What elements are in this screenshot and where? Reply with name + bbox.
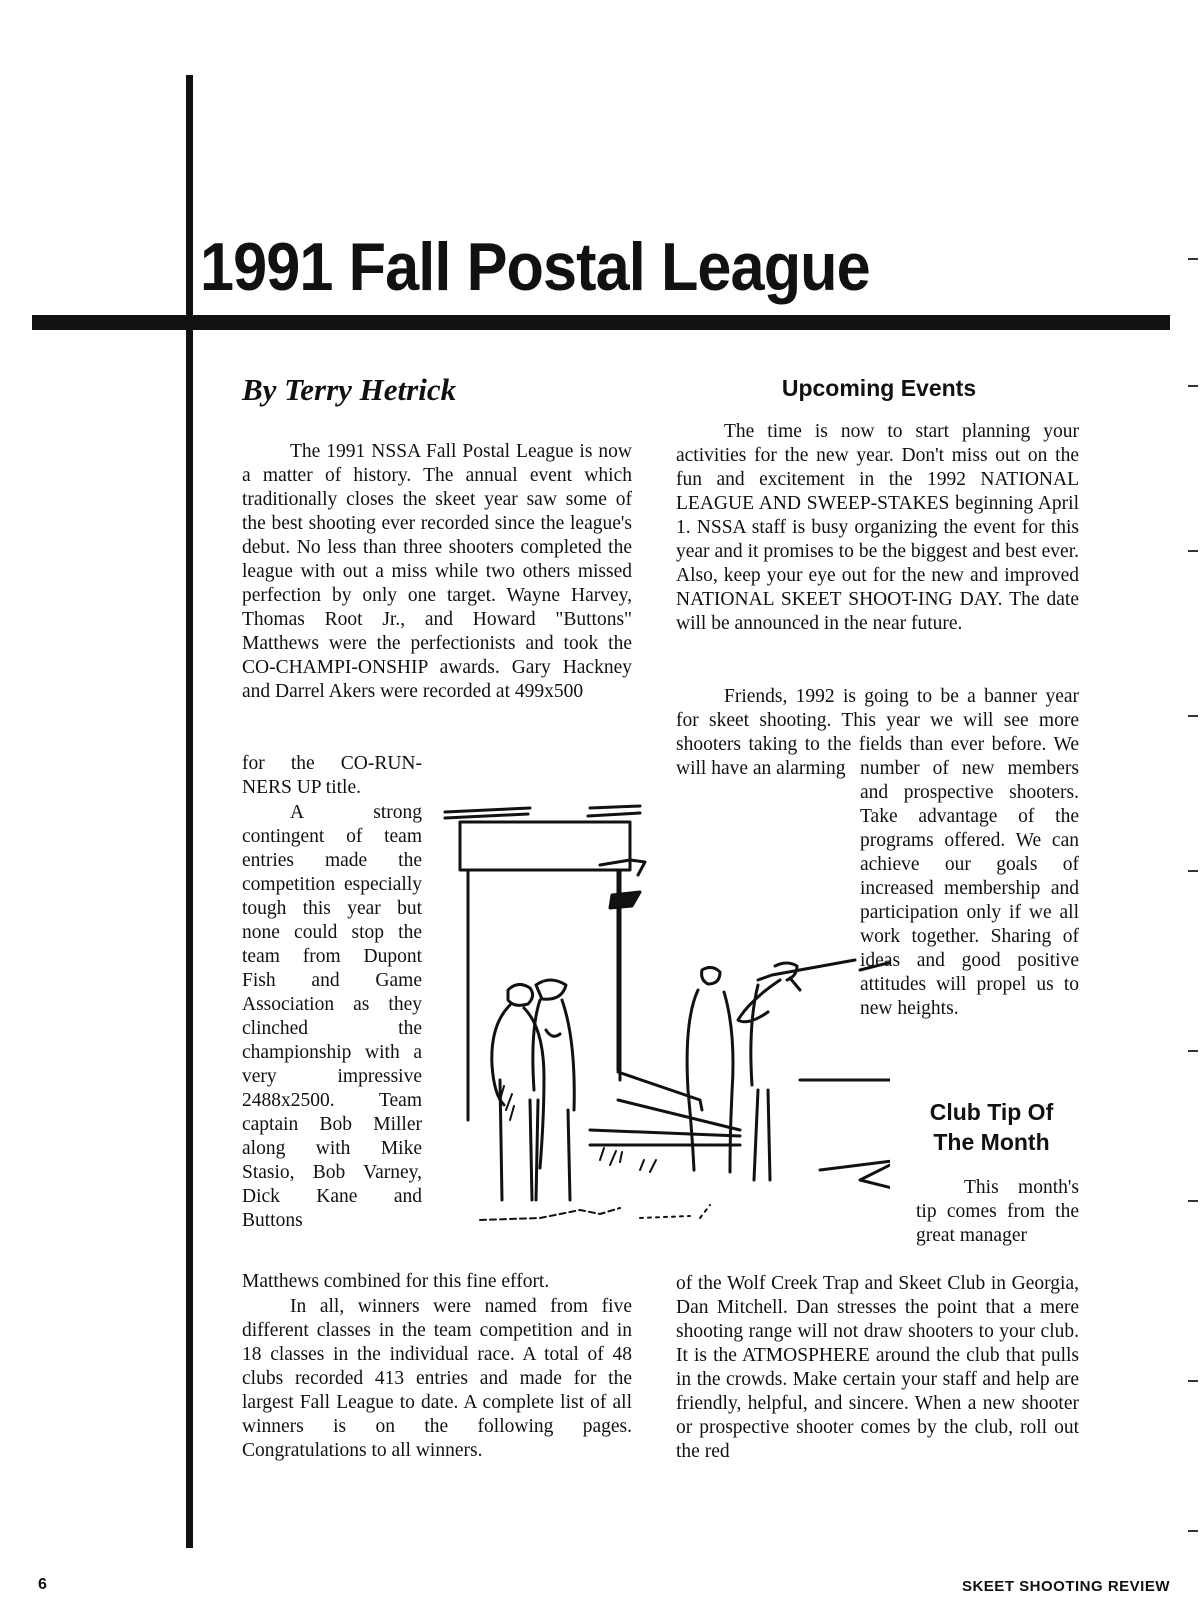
upcoming-events-heading: Upcoming Events: [781, 375, 977, 401]
edge-mark: [1188, 550, 1198, 552]
edge-mark: [1188, 870, 1198, 872]
upcoming-paragraph-1: The time is now to start planning your activities for the new year. Don't miss out on the fun and excitement in the 1992 NATIONAL LEAGUE AND SWEEP-STAKES beginning April 1. NSSA staff is busy organizing the event for this year and it promises to be the biggest and best ever. Also, keep your eye out for the new and improved NATIONAL SKEET SHOOT-ING DAY. The date will be announced in the near future.: [676, 421, 1079, 634]
edge-mark: [1188, 1380, 1198, 1382]
edge-mark: [1188, 1530, 1198, 1532]
upcoming-paragraph-2: Friends, 1992 is going to be a banner year for skeet shooting. This year we will see more shooters taking to the fields than ever before. We will have an alarming: [676, 686, 1079, 779]
club-tip-heading: [904, 1097, 1079, 1157]
horizontal-rule: [32, 315, 1170, 330]
magazine-name: SKEET SHOOTING REVIEW: [961, 1578, 1170, 1595]
page-number: 6: [38, 1576, 47, 1593]
left-paragraph-2-end: Matthews combined for this fine effort.: [242, 1271, 550, 1292]
club-tip-heading-line-2: The Month: [933, 1129, 1050, 1155]
left-paragraph-3: In all, winners were named from five different classes in the team competition and in 18 classes in the individual race. A total of 48 clubs recorded 413 entries and made for the largest Fall League to date. A complete list of all winners is on the following pages. Congratulations to all winners.: [242, 1296, 632, 1461]
edge-mark: [1188, 258, 1198, 260]
left-paragraph-1: The 1991 NSSA Fall Postal League is now a matter of history. The annual event which traditionally closes the skeet year saw some of the best shooting ever recorded since the league's debut. No less than three shooters completed the league with out a miss while two others missed perfection by only one target. Wayne Harvey, Thomas Root Jr., and Howard "Buttons" Matthews were the perfectionists and took the CO-CHAMPI-ONSHIP awards. Gary Hackney and Darrel Akers were recorded at 499x500: [242, 441, 632, 702]
edge-mark: [1188, 385, 1198, 387]
left-paragraph-2: A strong contingent of team entries made the competition especially tough this year but none could stop the team from Dupont Fish and Game Association as they clinched the championship with a very impressive 2488x2500. Team captain Bob Miller along with Mike Stasio, Bob Varney, Dick Kane and Buttons: [242, 802, 422, 1231]
vertical-rule: [186, 75, 193, 1548]
upcoming-paragraph-2-wrap: number of new members and prospective shooters. Take advantage of the programs offered. We can achieve our goals of increased membership and participation only if we all work together. Sharing of ideas and good positive attitudes will propel us to new heights.: [860, 758, 1079, 1019]
article-title: 1991 Fall Postal League: [200, 229, 870, 305]
left-paragraph-1-wrap: for the CO-RUN-NERS UP title.: [242, 753, 422, 798]
club-tip-paragraph-wrap: This month's tip comes from the great manager: [916, 1177, 1079, 1246]
club-tip-heading-line-1: Club Tip Of: [929, 1099, 1054, 1125]
edge-mark: [1188, 715, 1198, 717]
byline: By Terry Hetrick: [242, 372, 457, 407]
edge-mark: [1188, 1050, 1198, 1052]
club-tip-paragraph: of the Wolf Creek Trap and Skeet Club in Georgia, Dan Mitchell. Dan stresses the point that a mere shooting range will not draw shooters to your club. It is the ATMOSPHERE around the club that pulls in the crowds. Make certain your staff and help are friendly, helpful, and sincere. When a new shooter or prospective shooter comes by the club, roll out the red: [676, 1273, 1079, 1462]
skeet-shooting-illustration-icon: [440, 800, 890, 1250]
edge-mark: [1188, 1200, 1198, 1202]
